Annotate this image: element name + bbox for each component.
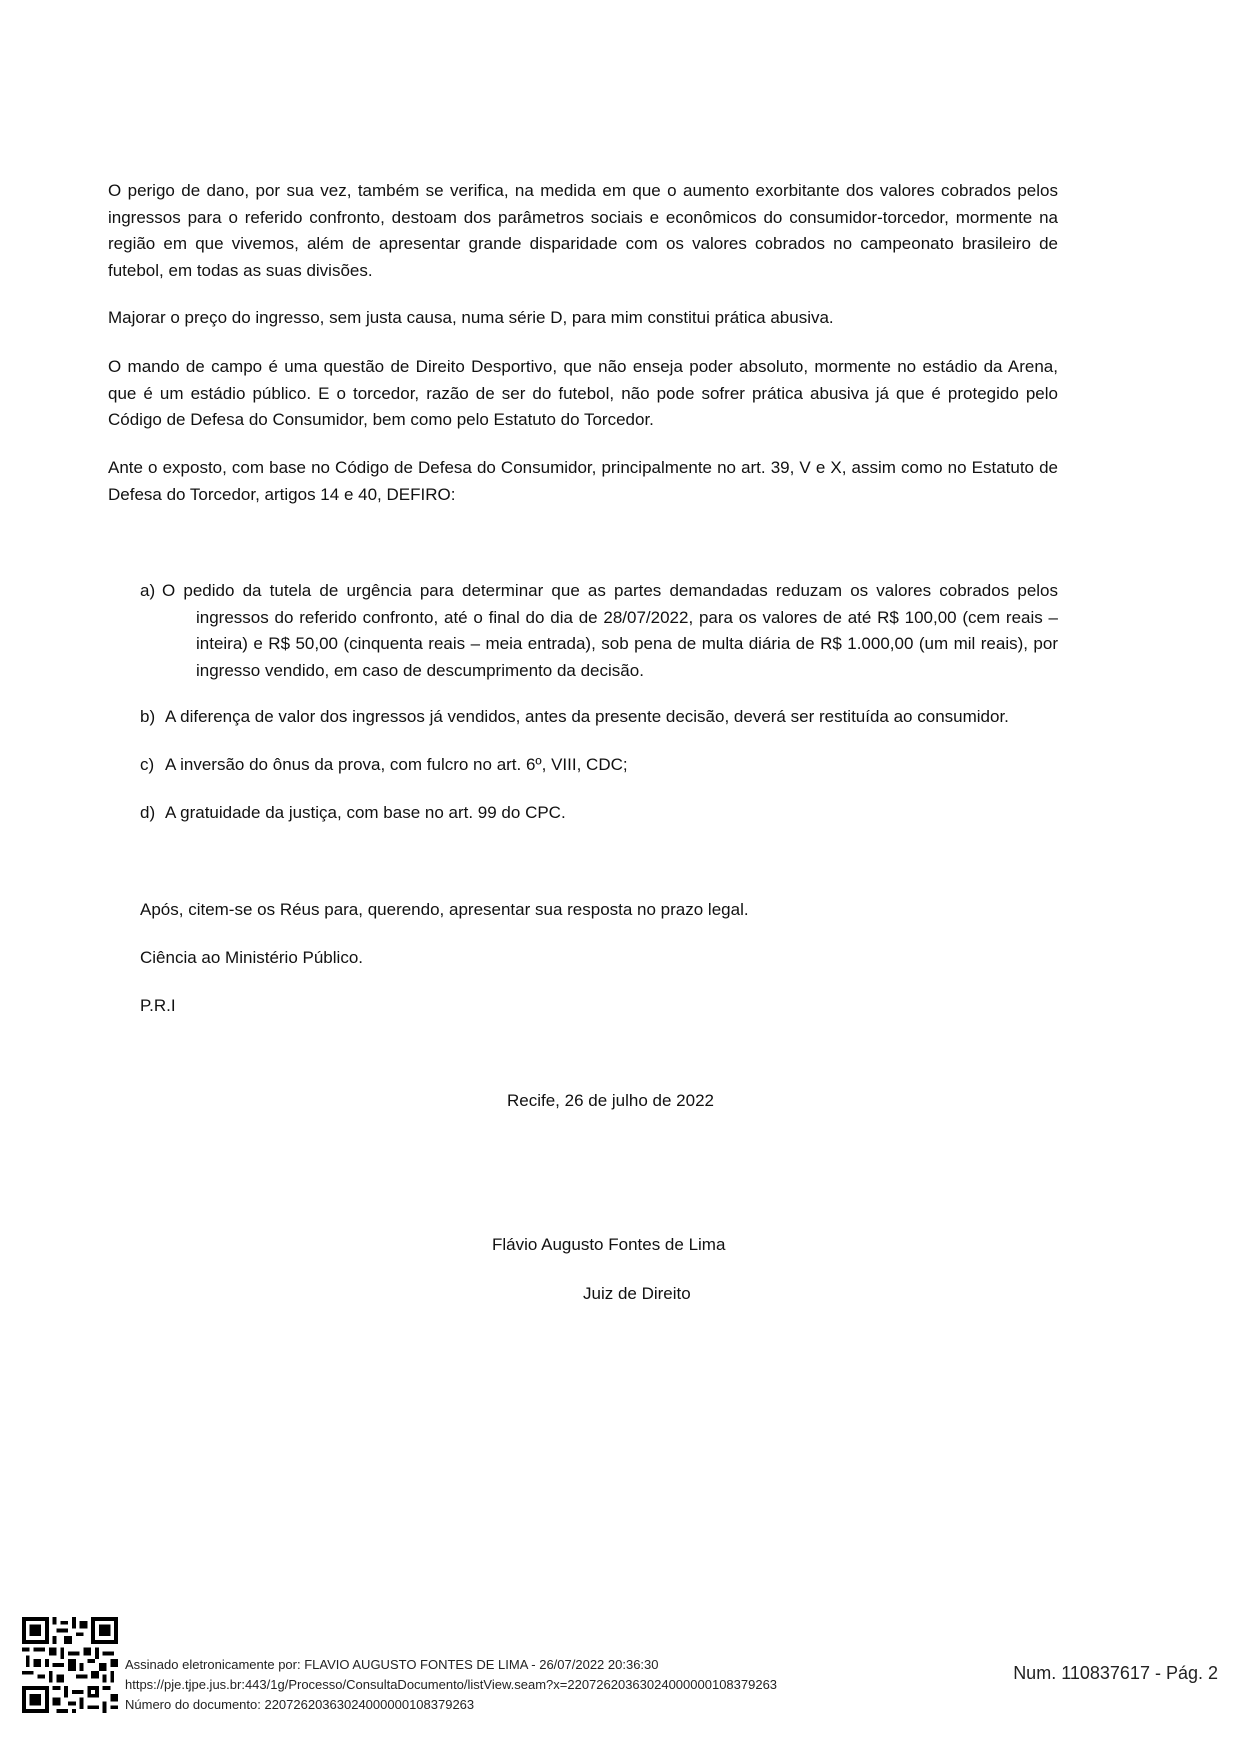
list-marker-d: d) <box>140 803 156 822</box>
closing-ciencia-mp: Ciência ao Ministério Público. <box>140 948 363 967</box>
footer-doc-number: Número do documento: 22072620363024000000108379263 <box>125 1697 475 1712</box>
list-marker-c: c) <box>140 755 155 774</box>
paragraph-mando-de-campo: O mando de campo é uma questão de Direito Desportivo, que não enseja poder absoluto, mormente no estádio da Arena, que é um estádio público. E o torcedor, razão de ser do futebol, não pode sofrer prática abusiva já que é protegido pelo Código de Defesa do Consumidor, bem como pelo Estatuto do Torcedor. <box>108 357 1058 429</box>
list-marker-a: a) <box>140 581 156 600</box>
list-item-c <box>140 752 1058 779</box>
footer-url[interactable]: https://pje.tjpe.jus.br:443/1g/Processo/ConsultaDocumento/listView.seam?x=22072620363024000000108379263 <box>125 1677 778 1692</box>
place-date: Recife, 26 de julho de 2022 <box>507 1091 714 1110</box>
paragraph-ante-o-exposto: Ante o exposto, com base no Código de Defesa do Consumidor, principalmente no art. 39, V e X, assim como no Estatuto de Defesa do Torcedor, artigos 14 e 40, DEFIRO: <box>108 458 1058 504</box>
list-item-a-first-line: O pedido da tutela de urgência para determinar que as partes demandadas reduzam os valores cobrados pelos <box>162 581 1058 600</box>
signer-name: Flávio Augusto Fontes de Lima <box>492 1235 726 1254</box>
list-item-c-text: A inversão do ônus da prova, com fulcro no art. 6º, VIII, CDC; <box>165 755 628 774</box>
list-item-a <box>140 578 1058 684</box>
list-item-d <box>140 800 1058 827</box>
qr-code-icon <box>22 1617 118 1713</box>
list-item-a-text: ingressos do referido confronto, até o final do dia de 28/07/2022, para os valores de até R$ 100,00 (cem reais – inteira) e R$ 50,00 (cinquenta reais – meia entrada), sob pena de multa diária de R$ 1.000,00 (um mil reais), por ingresso vendido, em caso de descumprimento da decisão. <box>196 607 1058 680</box>
list-item-d-text: A gratuidade da justiça, com base no art. 99 do CPC. <box>165 803 566 822</box>
closing-citem-se: Após, citem-se os Réus para, querendo, apresentar sua resposta no prazo legal. <box>140 900 749 919</box>
list-item-b <box>140 704 1058 731</box>
footer-page-number: Num. 110837617 - Pág. 2 <box>1013 1663 1218 1683</box>
list-marker-b: b) <box>140 707 156 726</box>
list-item-b-text: A diferença de valor dos ingressos já vendidos, antes da presente decisão, deverá ser restituída ao consumidor. <box>165 707 1009 726</box>
footer-signed-by: Assinado eletronicamente por: FLAVIO AUGUSTO FONTES DE LIMA - 26/07/2022 20:36:30 <box>125 1657 659 1672</box>
paragraph-majorar-preco: Majorar o preço do ingresso, sem justa causa, numa série D, para mim constitui prática abusiva. <box>108 308 834 327</box>
closing-pri: P.R.I <box>140 996 176 1015</box>
signer-role: Juiz de Direito <box>583 1284 691 1303</box>
paragraph-perigo-de-dano: O perigo de dano, por sua vez, também se verifica, na medida em que o aumento exorbitante dos valores cobrados pelos ingressos para o referido confronto, destoam dos parâmetros sociais e econômicos do consumidor-torcedor, mormente na região em que vivemos, além de apresentar grande disparidade com os valores cobrados no campeonato brasileiro de futebol, em todas as suas divisões. <box>108 181 1058 280</box>
